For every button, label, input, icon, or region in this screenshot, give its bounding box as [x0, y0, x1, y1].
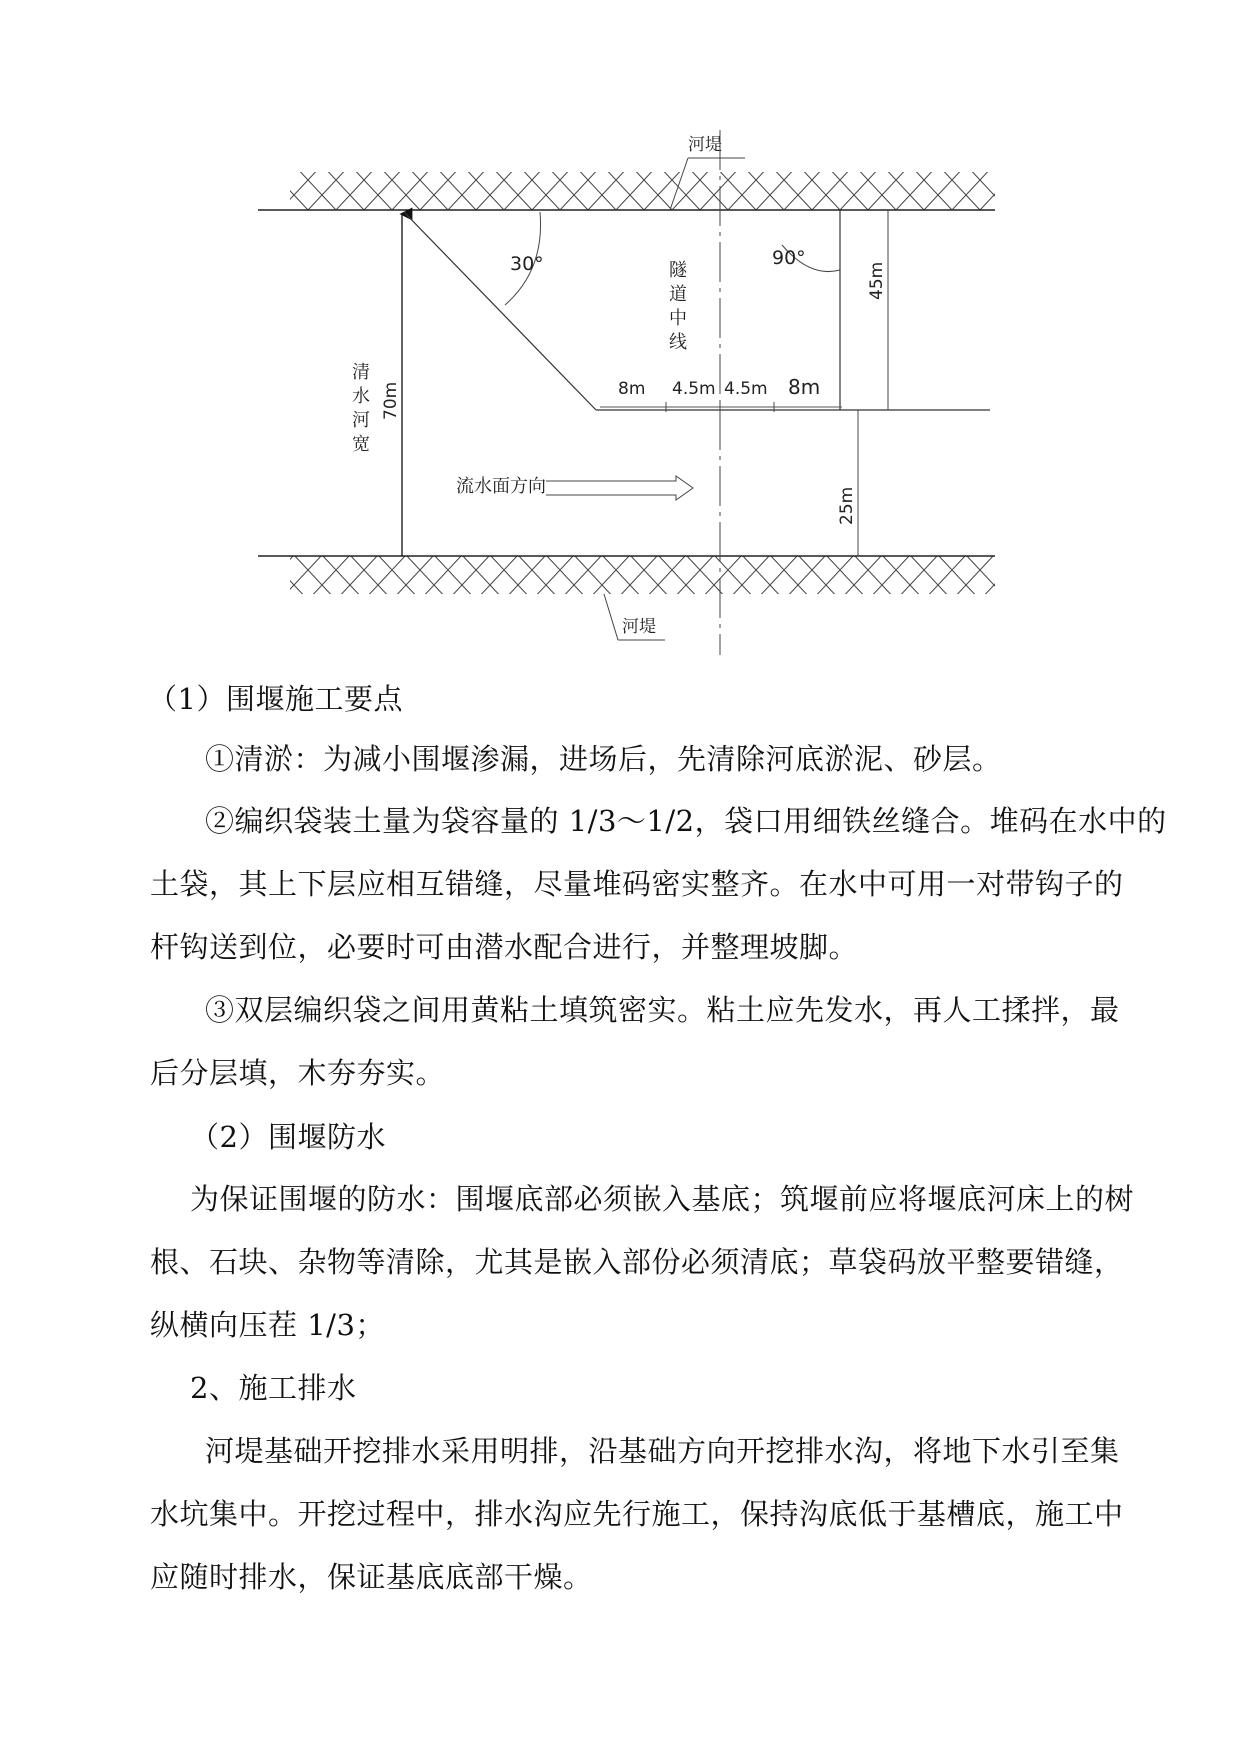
waterproofing-line-1: 为保证围堰的防水：围堰底部必须嵌入基底；筑堰前应将堰底河床上的树 [190, 1182, 1135, 1216]
drainage-line-2: 水坑集中。开挖过程中，排水沟应先行施工，保持沟底低于基槽底，施工中 [150, 1497, 1124, 1531]
dim-70m-label: 70m [381, 381, 401, 420]
river-width-char-2: 水 [352, 386, 370, 407]
centerline-char-2: 道 [669, 284, 687, 305]
centerline-char-1: 隧 [669, 260, 687, 281]
flow-arrow-icon [546, 476, 693, 500]
seg-8m-right-label: 8m [788, 375, 821, 399]
paragraph-dredging: ①清淤：为减小围堰渗漏，进场后，先清除河底淤泥、砂层。 [205, 742, 1002, 776]
centerline-char-3: 中 [669, 308, 687, 329]
river-width-char-1: 清 [352, 362, 370, 383]
river-width-char-4: 宽 [352, 434, 370, 455]
cofferdam-plan-diagram [0, 0, 1241, 660]
woven-bags-line-1: ②编织袋装土量为袋容量的 1/3～1/2，袋口用细铁丝缝合。堆码在水中的 [205, 804, 1167, 838]
tunnel-centerline-label [669, 260, 688, 353]
river-width-label [352, 362, 370, 455]
top-bank-label: 河堤 [688, 135, 722, 155]
seg-4-5m-right-label: 4.5m [724, 379, 768, 399]
woven-bags-line-2: 土袋，其上下层应相互错缝，尽量堆码密实整齐。在水中可用一对带钩子的 [150, 867, 1124, 901]
double-bags-line-1: ③双层编织袋之间用黄粘土填筑密实。粘土应先发水，再人工揉拌，最 [205, 993, 1120, 1027]
double-bags-line-2: 后分层填，木夯夯实。 [150, 1056, 446, 1090]
drainage-line-3: 应随时排水，保证基底底部干燥。 [150, 1560, 593, 1594]
oblique-cofferdam-line [404, 212, 596, 410]
angle-90-label: 90° [772, 247, 806, 269]
heading-cofferdam-key-points: （1）围堰施工要点 [148, 682, 403, 716]
bottom-bank-label: 河堤 [622, 617, 656, 637]
paragraph-woven-bags [150, 790, 1167, 979]
river-width-char-3: 河 [352, 410, 370, 431]
waterproofing-line-2: 根、石块、杂物等清除，尤其是嵌入部份必须清底；草袋码放平整要错缝， [150, 1245, 1124, 1279]
dim-25m-label: 25m [837, 486, 857, 525]
drainage-line-1: 河堤基础开挖排水采用明排，沿基础方向开挖排水沟，将地下水引至集 [205, 1434, 1120, 1468]
centerline-char-4: 线 [669, 332, 687, 353]
bottom-bank-hatch [290, 556, 995, 594]
dim-45m-label: 45m [867, 261, 887, 300]
heading-construction-drainage: 2、施工排水 [190, 1371, 357, 1405]
woven-bags-line-3: 杆钩送到位，必要时可由潜水配合进行，并整理坡脚。 [150, 930, 859, 964]
seg-4-5m-left-label: 4.5m [672, 379, 716, 399]
bottom-bank-leader-diag [604, 594, 618, 640]
paragraph-double-bags [150, 979, 1120, 1105]
seg-8m-left-label: 8m [618, 379, 646, 399]
heading-cofferdam-waterproofing: （2）围堰防水 [190, 1120, 386, 1154]
paragraph-waterproofing [150, 1168, 1135, 1357]
top-bank-hatch [290, 172, 995, 210]
paragraph-drainage [150, 1420, 1124, 1609]
angle-30-label: 30° [510, 253, 544, 275]
flow-direction-label: 流水面方向 [456, 476, 546, 497]
waterproofing-line-3: 纵横向压茬 1/3； [150, 1308, 385, 1342]
